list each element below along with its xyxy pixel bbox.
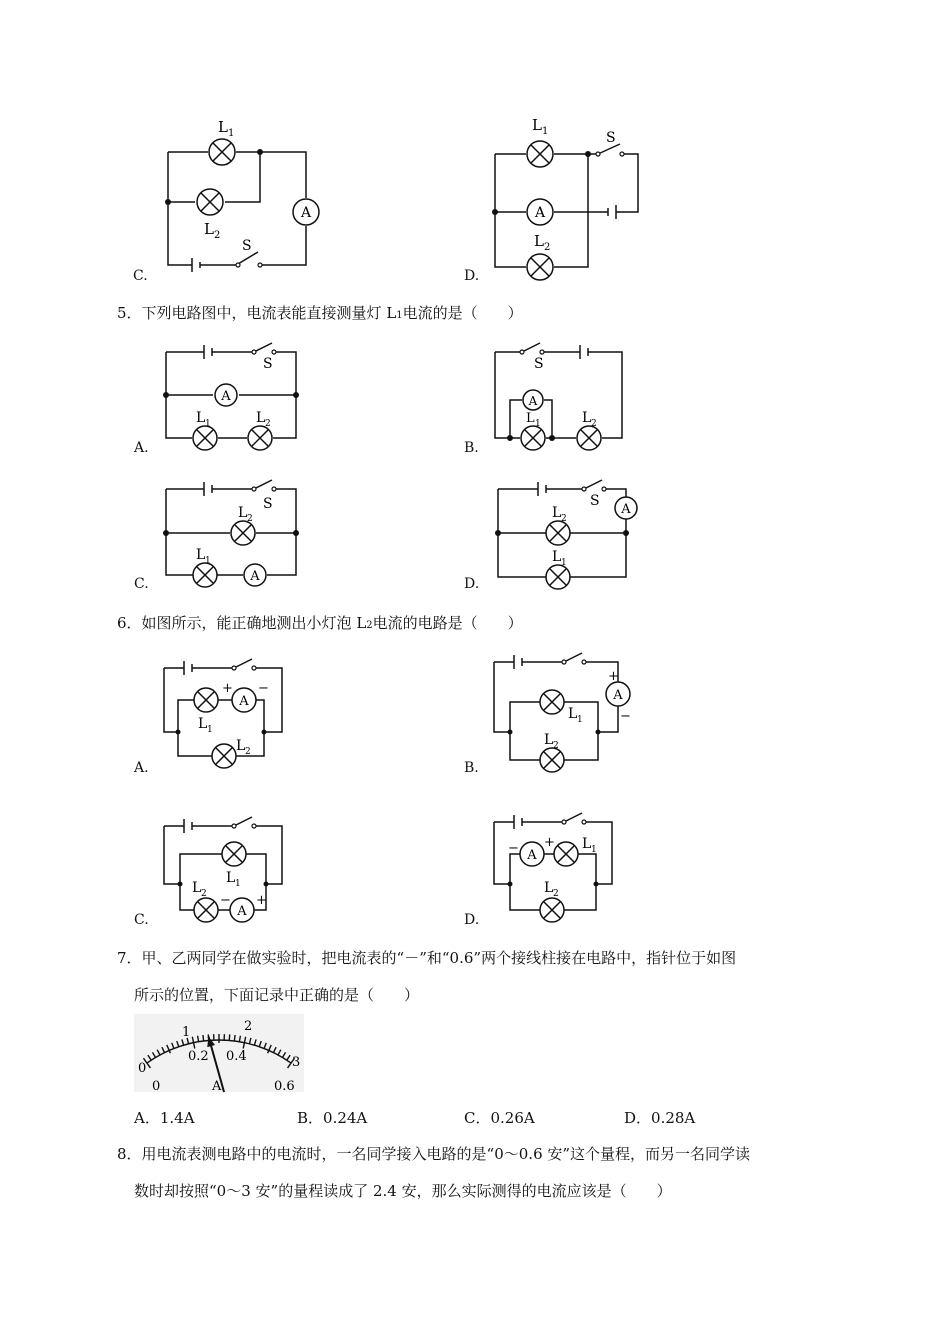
svg-text:L: L xyxy=(238,505,248,521)
svg-text:1: 1 xyxy=(535,419,541,429)
ammeter-icon xyxy=(215,384,237,406)
dial-tick xyxy=(203,1035,204,1041)
circuit-q6-d xyxy=(488,812,628,927)
svg-text:+: + xyxy=(544,835,555,850)
dial-tick xyxy=(239,1036,240,1042)
lamp-icon xyxy=(521,426,545,450)
dial-tick xyxy=(234,1035,235,1041)
circuit-q6-b xyxy=(488,650,638,775)
lamp-icon xyxy=(527,141,553,167)
dial-tick xyxy=(282,1052,285,1057)
svg-text:L: L xyxy=(582,836,592,852)
svg-text:A: A xyxy=(237,904,247,919)
dial-upper-label: 3 xyxy=(292,1055,301,1070)
svg-text:+: + xyxy=(222,681,233,696)
svg-text:−: − xyxy=(220,893,231,908)
svg-text:2: 2 xyxy=(553,889,559,899)
lamp-icon xyxy=(540,690,564,714)
circuit-q4-d xyxy=(490,112,650,282)
svg-text:S: S xyxy=(263,356,273,372)
choice-a: A．1.4A xyxy=(134,1109,195,1127)
circuit-q6-a xyxy=(158,650,298,775)
question-7-line2: 所示的位置，下面记录中正确的是（ ） xyxy=(134,986,420,1004)
circuit-q4-c xyxy=(160,110,360,280)
ammeter-icon xyxy=(520,842,544,866)
dial-tick xyxy=(249,1038,250,1044)
dial-upper-label: 0 xyxy=(138,1061,147,1076)
lamp-icon xyxy=(546,521,570,545)
lamp-icon xyxy=(222,842,246,866)
lamp-icon xyxy=(540,748,564,772)
svg-text:2: 2 xyxy=(214,230,221,241)
svg-text:A: A xyxy=(534,205,546,221)
dial-tick xyxy=(198,1036,199,1042)
svg-text:+: + xyxy=(256,893,267,908)
svg-text:2: 2 xyxy=(591,419,597,429)
dial-tick xyxy=(172,1043,174,1049)
lamp-icon xyxy=(546,565,570,589)
svg-text:L: L xyxy=(568,706,578,722)
question-7-line1: 7．甲、乙两同学在做实验时，把电流表的“－”和“0.6”两个接线柱接在电路中，指针位于如图 xyxy=(117,949,737,967)
svg-text:1: 1 xyxy=(591,845,597,855)
svg-text:L: L xyxy=(534,232,544,250)
circuit-q5-c xyxy=(160,475,310,585)
dial-tick xyxy=(152,1052,155,1057)
lamp-icon xyxy=(554,842,578,866)
svg-text:S: S xyxy=(606,130,616,146)
question-5-text: 5．下列电路图中，电流表能直接测量灯 L1电流的是（ ） xyxy=(117,304,523,322)
ammeter-dial xyxy=(134,1014,304,1092)
dial-tick xyxy=(273,1047,276,1052)
lamp-icon xyxy=(194,688,218,712)
svg-text:L: L xyxy=(544,880,554,896)
dial-tick xyxy=(278,1050,281,1055)
dial-scale-arc xyxy=(147,1040,291,1063)
svg-text:+: + xyxy=(608,669,619,684)
option-label: C. xyxy=(134,912,149,928)
dial-upper-label: 2 xyxy=(244,1019,253,1034)
ammeter-icon xyxy=(527,199,553,225)
option-label: B. xyxy=(464,440,479,456)
svg-text:L: L xyxy=(198,716,208,732)
lamp-icon xyxy=(193,426,217,450)
svg-text:A: A xyxy=(621,502,631,517)
svg-text:A: A xyxy=(250,569,260,584)
dial-tick xyxy=(148,1055,151,1060)
lamp-icon xyxy=(540,898,564,922)
lamp-icon xyxy=(193,563,217,587)
svg-text:L: L xyxy=(192,880,202,896)
svg-text:S: S xyxy=(242,238,252,254)
svg-text:A: A xyxy=(239,694,249,709)
svg-text:L: L xyxy=(196,410,206,426)
svg-text:S: S xyxy=(590,493,600,509)
svg-text:L: L xyxy=(226,870,236,886)
svg-text:A: A xyxy=(613,688,623,703)
ammeter-icon xyxy=(523,390,543,410)
svg-text:1: 1 xyxy=(228,128,235,139)
ammeter-icon xyxy=(232,688,256,712)
svg-text:L: L xyxy=(526,411,535,426)
choice-c: C．0.26A xyxy=(464,1109,535,1127)
dial-upper-label: 1 xyxy=(182,1025,191,1040)
lamp-icon xyxy=(194,898,218,922)
svg-text:2: 2 xyxy=(561,514,567,524)
option-label: D. xyxy=(464,576,480,592)
lamp-icon xyxy=(197,189,223,215)
dial-tick xyxy=(167,1045,171,1053)
svg-text:1: 1 xyxy=(235,879,241,889)
svg-text:L: L xyxy=(218,118,228,136)
option-label: D. xyxy=(464,268,480,284)
svg-text:L: L xyxy=(544,732,554,748)
option-label: C. xyxy=(134,576,149,592)
svg-text:L: L xyxy=(552,505,562,521)
circuit-q5-b xyxy=(490,340,630,450)
ammeter-icon xyxy=(606,682,630,706)
svg-text:S: S xyxy=(263,496,273,512)
svg-text:−: − xyxy=(258,681,269,696)
circuit-q5-d xyxy=(490,475,650,585)
dial-lower-label: 0.4 xyxy=(226,1049,247,1064)
option-label: A. xyxy=(134,760,149,776)
svg-text:L: L xyxy=(256,410,266,426)
question-8-line1: 8．用电流表测电路中的电流时，一名同学接入电路的是“0～0.6 安”这个量程，而另一名同学读 xyxy=(117,1145,751,1163)
dial-lower-label: 0.6 xyxy=(274,1079,295,1094)
svg-text:2: 2 xyxy=(201,889,207,899)
dial-tick xyxy=(268,1045,272,1053)
svg-text:2: 2 xyxy=(553,741,559,751)
svg-text:2: 2 xyxy=(245,747,251,757)
dial-tick xyxy=(157,1050,160,1055)
dial-lower-label: 0.2 xyxy=(188,1049,209,1064)
dial-tick xyxy=(182,1039,184,1045)
svg-text:L: L xyxy=(532,116,542,134)
svg-text:L: L xyxy=(582,410,592,426)
svg-text:L: L xyxy=(552,549,562,565)
svg-text:1: 1 xyxy=(205,419,211,429)
svg-text:L: L xyxy=(236,738,246,754)
dial-tick xyxy=(177,1041,179,1047)
svg-text:1: 1 xyxy=(207,725,213,735)
option-label: D. xyxy=(464,912,480,928)
svg-text:2: 2 xyxy=(544,242,551,253)
question-6-text: 6．如图所示，能正确地测出小灯泡 L2电流的电路是（ ） xyxy=(117,614,523,632)
lamp-icon xyxy=(212,744,236,768)
svg-text:1: 1 xyxy=(542,126,549,137)
dial-lower-label: 0 xyxy=(152,1079,161,1094)
option-label: B. xyxy=(464,760,479,776)
lamp-icon xyxy=(248,426,272,450)
ammeter-icon xyxy=(244,564,266,586)
ammeter-icon xyxy=(615,497,637,519)
dial-unit: A xyxy=(212,1079,222,1094)
question-8-line2: 数时却按照“0～3 安”的量程读成了 2.4 安，那么实际测得的电流应该是（ ） xyxy=(134,1182,672,1200)
svg-text:A: A xyxy=(527,848,537,863)
choice-b: B．0.24A xyxy=(297,1109,368,1127)
lamp-icon xyxy=(577,426,601,450)
dial-tick xyxy=(259,1041,261,1047)
ammeter-icon xyxy=(293,199,319,225)
svg-text:2: 2 xyxy=(265,419,271,429)
lamp-icon xyxy=(231,521,255,545)
svg-text:A: A xyxy=(221,389,231,404)
lamp-icon xyxy=(527,254,553,280)
svg-text:2: 2 xyxy=(247,514,253,524)
svg-text:1: 1 xyxy=(577,715,583,725)
choice-d: D．0.28A xyxy=(624,1109,696,1127)
dial-tick xyxy=(162,1047,165,1052)
svg-text:L: L xyxy=(204,220,214,238)
dial-tick xyxy=(254,1039,256,1045)
circuit-q6-c xyxy=(158,812,298,927)
svg-text:A: A xyxy=(528,394,538,408)
lamp-icon xyxy=(209,139,235,165)
dial-tick xyxy=(287,1055,290,1060)
svg-text:S: S xyxy=(534,356,544,372)
svg-text:−: − xyxy=(508,841,519,856)
ammeter-icon xyxy=(230,898,254,922)
svg-text:−: − xyxy=(620,709,631,724)
option-label: C. xyxy=(133,268,148,284)
circuit-q5-a xyxy=(160,340,310,450)
svg-text:A: A xyxy=(300,205,312,221)
svg-text:1: 1 xyxy=(561,558,567,568)
dial-tick xyxy=(264,1043,266,1049)
svg-text:L: L xyxy=(196,547,206,563)
option-label: A. xyxy=(134,440,149,456)
svg-text:1: 1 xyxy=(205,556,211,566)
